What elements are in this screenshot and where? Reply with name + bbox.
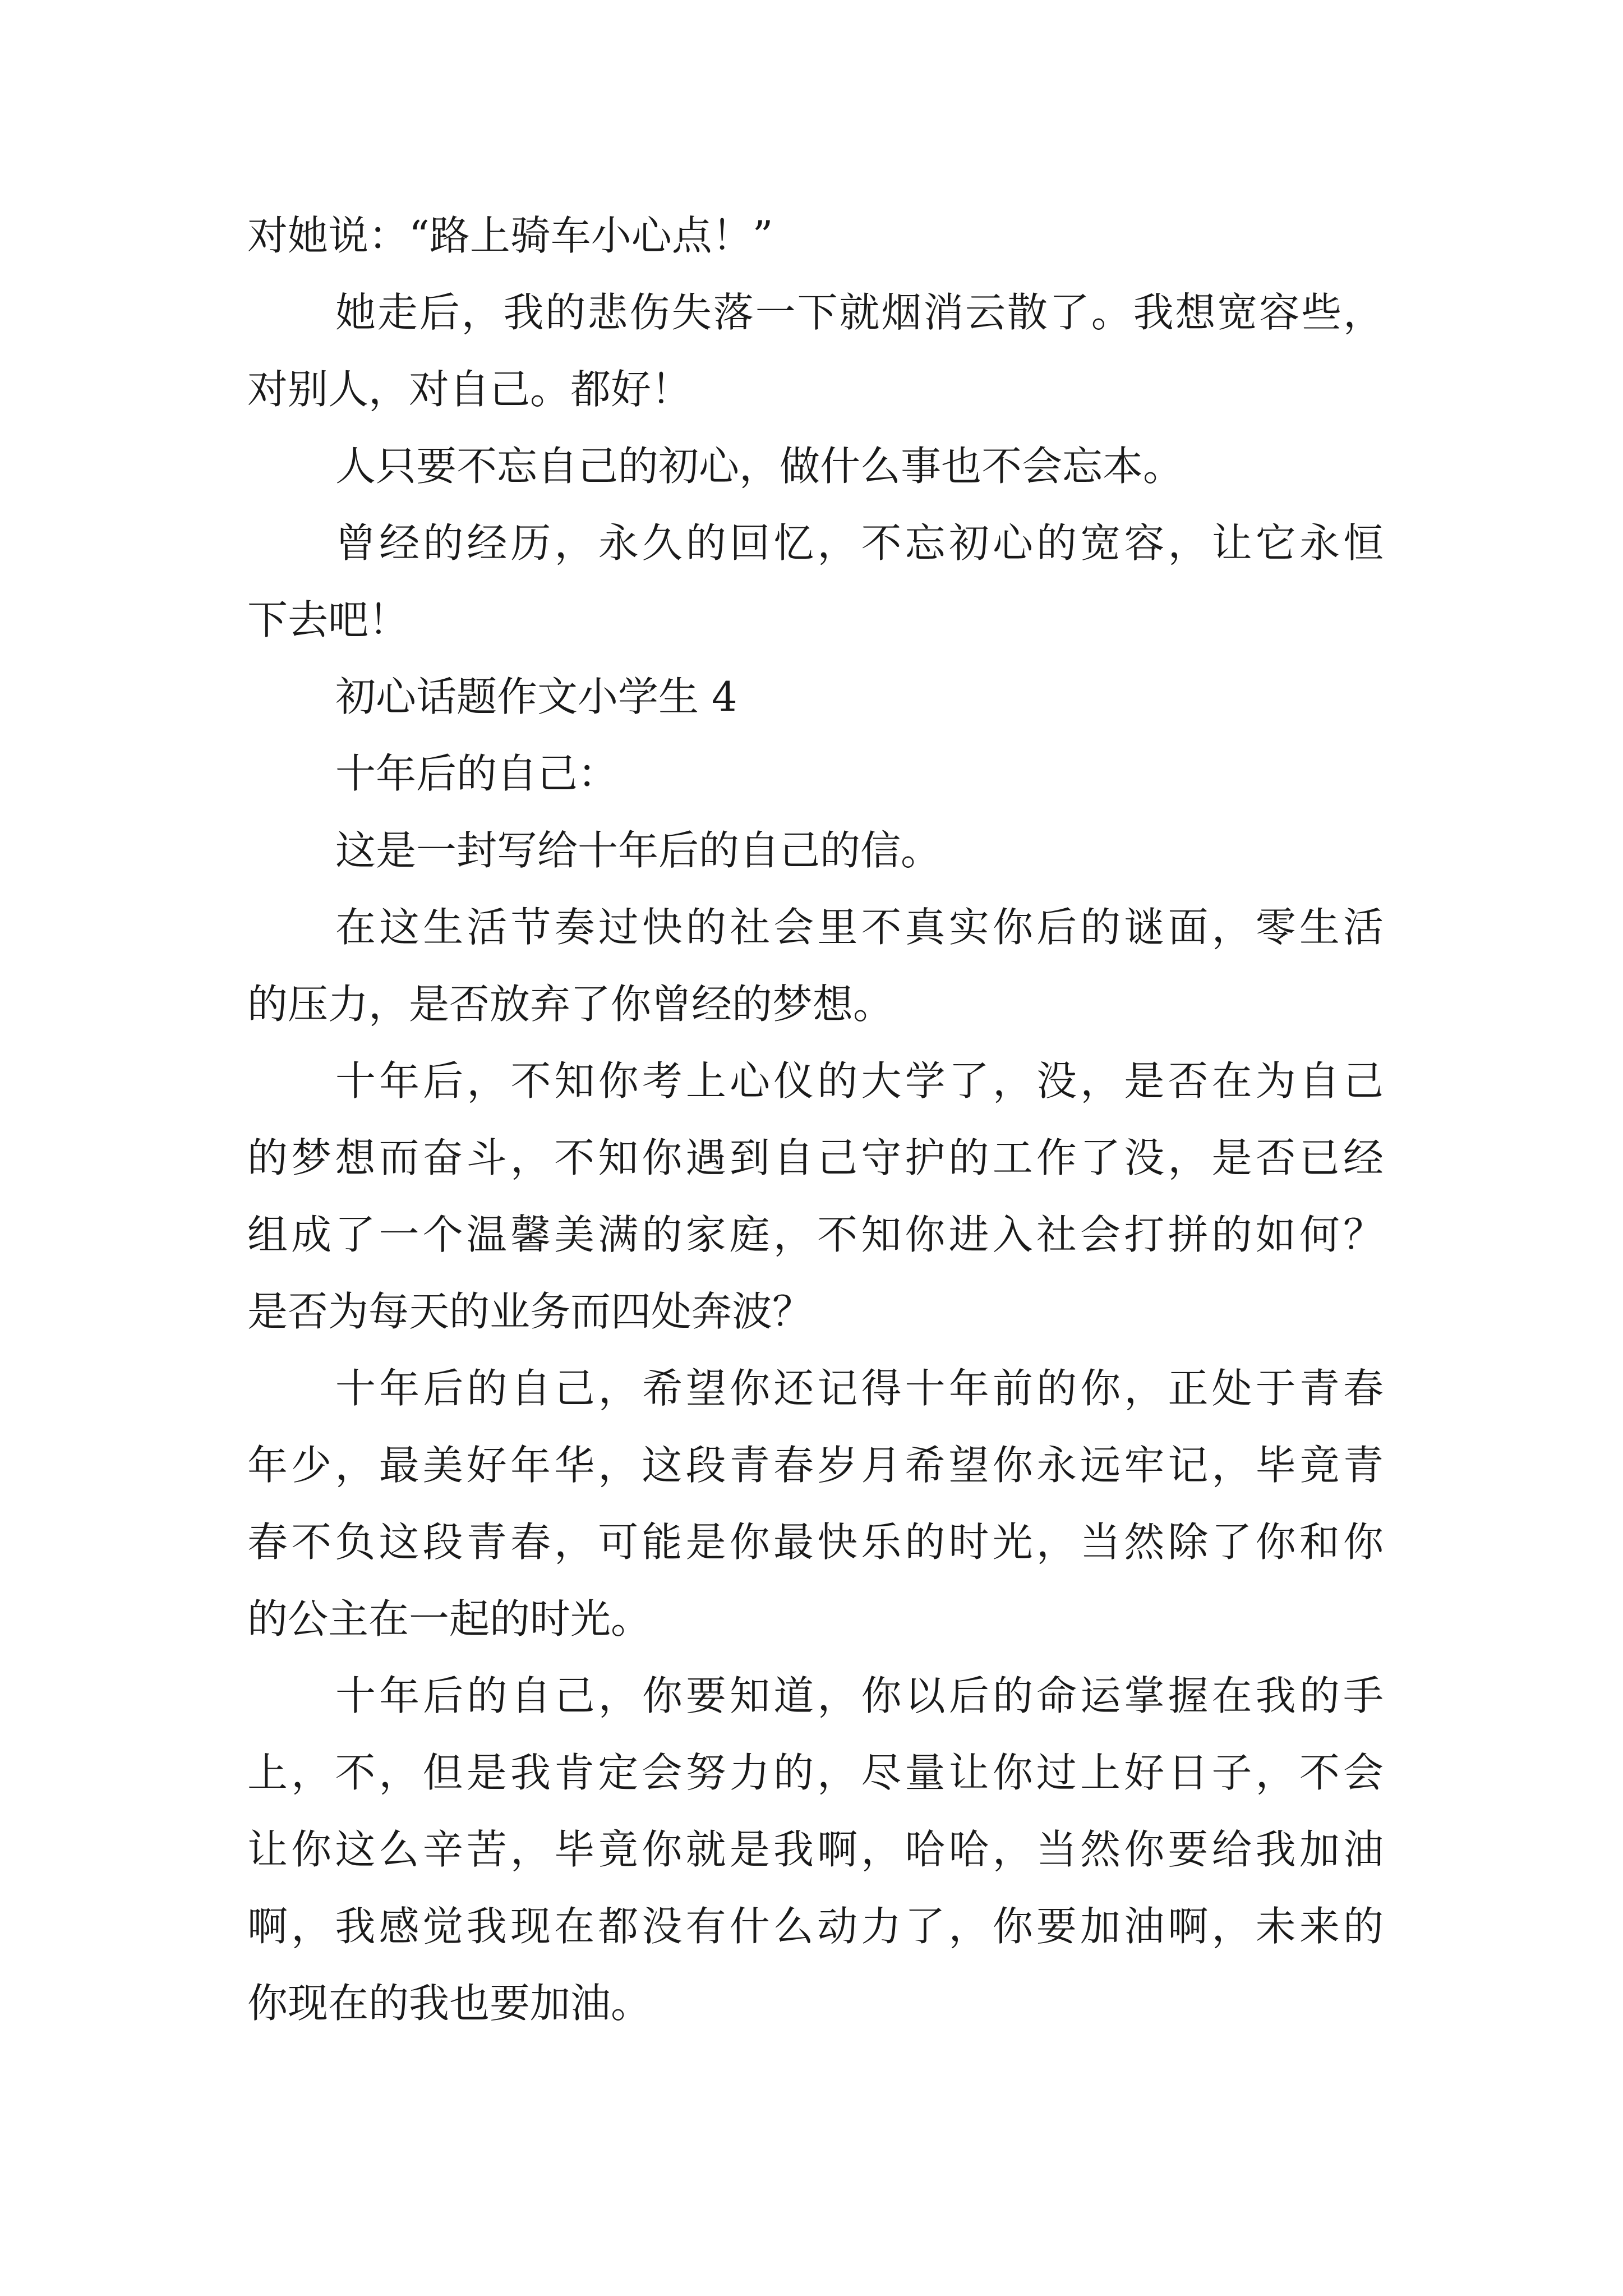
text-line: 她走后，我的悲伤失落一下就烟消云散了。我想宽容些，: [335, 289, 1384, 336]
text-line: 十年后的自己，你要知道，你以后的命运掌握在我的手: [335, 1672, 1384, 1719]
salutation-text: 十年后的自己：: [335, 750, 619, 797]
text-line: 对别人，对自己。都好！: [247, 366, 692, 413]
text-line: 在这生活节奏过快的社会里不真实你后的谜面，零生活: [335, 904, 1384, 951]
paragraph: [247, 1043, 1384, 1350]
paragraph-continuation: [247, 197, 1384, 274]
text-line: 下去吧！: [247, 596, 409, 643]
text-body: [247, 197, 1384, 2042]
text-line: 上，不，但是我肯定会努力的，尽量让你过上好日子，不会: [247, 1749, 1384, 1796]
text-line: 的压力，是否放弃了你曾经的梦想。: [247, 981, 894, 1028]
paragraph: [247, 505, 1384, 659]
paragraph: [247, 812, 1384, 889]
text-line: 的公主在一起的时光。: [247, 1595, 652, 1642]
text-line: 十年后，不知你考上心仪的大学了，没，是否在为自己: [335, 1057, 1384, 1105]
paragraph: [247, 1350, 1384, 1658]
paragraph: [247, 1658, 1384, 2042]
text-line: 对她说：“路上骑车小心点！”: [247, 212, 773, 259]
paragraph: [247, 428, 1384, 505]
text-line: 曾经的经历，永久的回忆，不忘初心的宽容，让它永恒: [335, 519, 1384, 567]
text-line: 让你这么辛苦，毕竟你就是我啊，哈哈，当然你要给我加油: [247, 1826, 1384, 1873]
heading-text: 初心话题作文小学生 4: [335, 673, 737, 720]
text-line: 啊，我感觉我现在都没有什么动力了，你要加油啊，未来的: [247, 1903, 1384, 1950]
paragraph: [247, 274, 1384, 428]
text-line: 你现在的我也要加油。: [247, 1980, 652, 2027]
text-line: 组成了一个温馨美满的家庭，不知你进入社会打拼的如何？: [247, 1211, 1384, 1258]
text-line: 年少，最美好年华，这段青春岁月希望你永远牢记，毕竟青: [247, 1442, 1384, 1489]
paragraph: [247, 889, 1384, 1043]
text-line: 人只要不忘自己的初心，做什么事也不会忘本。: [335, 443, 1184, 490]
text-line: 十年后的自己，希望你还记得十年前的你，正处于青春: [335, 1365, 1384, 1412]
section-heading: [247, 659, 1384, 735]
text-line: 是否为每天的业务而四处奔波？: [247, 1288, 813, 1335]
letter-salutation: [247, 735, 1384, 812]
text-line: 的梦想而奋斗，不知你遇到自己守护的工作了没，是否已经: [247, 1134, 1384, 1181]
text-line: 这是一封写给十年后的自己的信。: [335, 827, 942, 874]
text-line: 春不负这段青春，可能是你最快乐的时光，当然除了你和你: [247, 1519, 1384, 1566]
